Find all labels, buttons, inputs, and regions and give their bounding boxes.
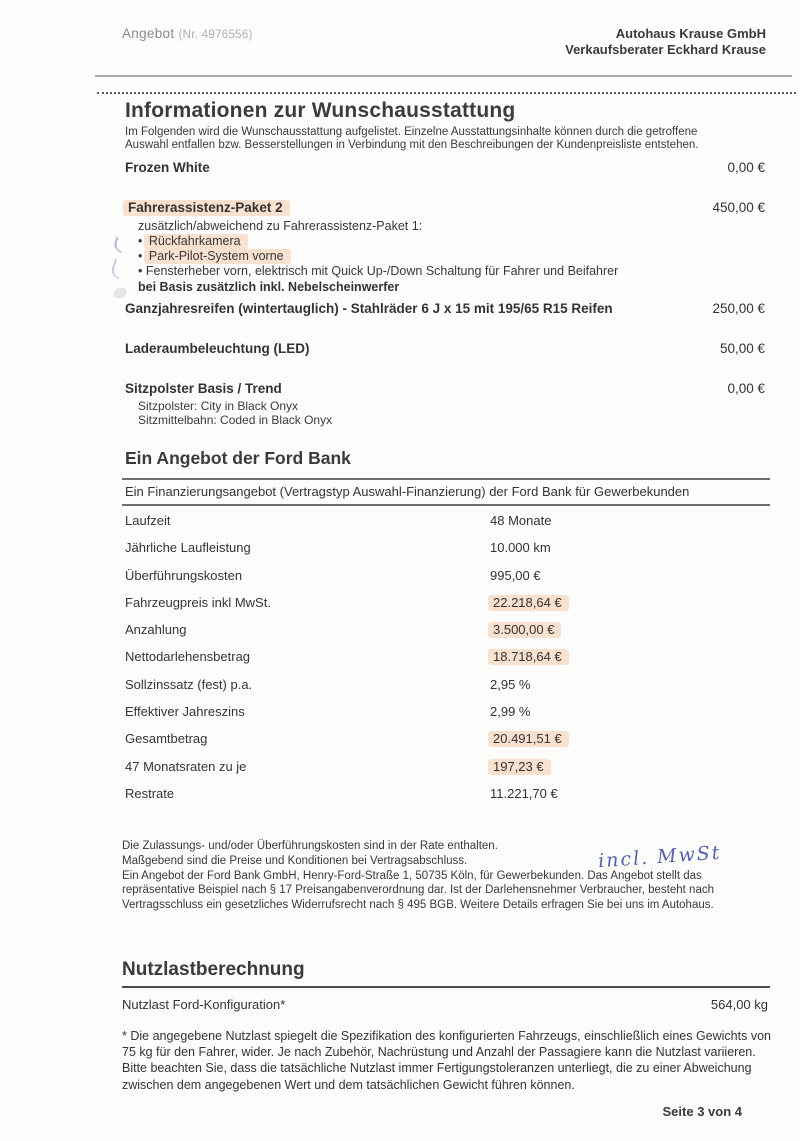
option-note: zusätzlich/abweichend zu Fahrerassistenz-Paket 1:: [138, 218, 423, 233]
page-indicator: Seite 3 von 4: [662, 1104, 742, 1119]
financing-footnote-line: Ein Angebot der Ford Bank GmbH, Henry-Ford-Straße 1, 50735 Köln, für Gewerbekunden. Das Angebot stellt das repräsentative Beispiel nach § 17 Preisangabenverordnung dar. Ist der Darlehensnehmer Verbraucher, besteht nach Vertragsschluss ein gesetzliches Widerrufsrecht nach § 495 BGB. Weitere Details erfragen Sie bei uns im Autohaus.: [122, 869, 714, 912]
financing-label: Effektiver Jahreszins: [125, 704, 245, 720]
table-row: [125, 786, 800, 813]
financing-label: Laufzeit: [125, 513, 171, 528]
table-row: [125, 704, 800, 731]
option-bullet-text: Rückfahrkamera: [146, 234, 246, 249]
option-name: Laderaumbeleuchtung (LED): [125, 341, 310, 357]
handwritten-note: incl. MwSt: [597, 841, 723, 873]
financing-table: [125, 513, 800, 813]
option-bullet: [138, 250, 800, 263]
financing-footnote-line: Maßgebend sind die Preise und Konditionen bei Vertragsabschluss.: [122, 854, 468, 867]
financing-label: Gesamtbetrag: [125, 731, 208, 747]
option-bullet: [138, 265, 800, 278]
financing-label: 47 Monatsraten zu je: [125, 758, 247, 774]
option-bullet: [138, 235, 800, 248]
payload-row: [122, 997, 768, 1012]
financing-value-highlighted: 197,23 €: [490, 759, 549, 775]
dealer-block: [565, 26, 766, 59]
financing-subtitle: Ein Finanzierungsangebot (Vertragstyp Auswahl-Finanzierung) der Ford Bank für Gewerbekunden: [122, 478, 770, 506]
table-row: [125, 540, 800, 567]
option-bold-note: bei Basis zusätzlich inkl. Nebelscheinwerfer: [138, 280, 400, 295]
payload-value: 564,00 kg: [710, 996, 768, 1012]
option-detail: Sitzmittelbahn: Coded in Black Onyx: [138, 412, 333, 427]
pen-scribble-mark: [109, 259, 124, 279]
option-price: 450,00 €: [712, 199, 765, 215]
financing-value: 11.221,70 €: [490, 785, 558, 801]
table-row: [125, 513, 800, 540]
option-row-laderaumbeleuchtung: [125, 341, 765, 356]
option-price: 250,00 €: [712, 301, 765, 317]
option-name: Fahrerassistenz-Paket 2: [125, 200, 288, 216]
table-row: [125, 759, 800, 786]
financing-value: 2,99 %: [490, 704, 531, 720]
financing-value-highlighted: 22.218,64 €: [490, 595, 567, 611]
option-name: Frozen White: [125, 159, 210, 175]
dealer-company-name: Autohaus Krause GmbH: [615, 26, 766, 41]
option-name: Sitzpolster Basis / Trend: [125, 381, 282, 397]
option-price: 50,00 €: [719, 341, 765, 357]
header-divider-line: [95, 75, 792, 77]
table-row: [125, 595, 800, 622]
options-section-title: Informationen zur Wunschausstattung: [125, 98, 516, 122]
payload-section-title: Nutzlastberechnung: [122, 959, 770, 988]
dotted-divider-line: [97, 92, 796, 94]
option-price: 0,00 €: [727, 159, 765, 175]
table-row: [125, 622, 800, 649]
financing-section-title: Ein Angebot der Ford Bank: [125, 448, 351, 468]
financing-value-highlighted: 3.500,00 €: [490, 622, 559, 638]
financing-value-highlighted: 20.491,51 €: [490, 731, 567, 747]
page-header: [0, 0, 800, 59]
option-row-assist-paket: [125, 200, 765, 215]
dealer-salesperson: Verkaufsberater Eckhard Krause: [565, 42, 766, 58]
options-section-intro: Im Folgenden wird die Wunschausstattung aufgelistet. Einzelne Ausstattungsinhalte können durch die getroffene Auswahl entfallen bzw. Besserstellungen in Verbindung mit den Beschreibungen der Kundenpreisliste entstehen.: [125, 125, 699, 152]
financing-value: 995,00 €: [490, 567, 541, 583]
table-row: [125, 677, 800, 704]
financing-value: 2,95 %: [490, 676, 531, 692]
financing-value: 48 Monate: [490, 513, 552, 528]
financing-label: Sollzinssatz (fest) p.a.: [125, 676, 253, 692]
financing-label: Restrate: [125, 785, 175, 801]
document-number: (Nr. 4976556): [178, 29, 253, 41]
document-title: [122, 26, 253, 41]
financing-value-highlighted: 18.718,64 €: [490, 649, 567, 665]
table-row: [125, 568, 800, 595]
option-row-ganzjahresreifen: [125, 301, 765, 316]
pen-scribble-mark: [112, 237, 126, 253]
option-row-frozen-white: [125, 160, 765, 175]
financing-footnote-line: Die Zulassungs- und/oder Überführungskosten sind in der Rate enthalten.: [122, 840, 498, 853]
option-row-sitzpolster: [125, 381, 765, 396]
scan-smudge-mark: [112, 286, 129, 300]
option-detail: Sitzpolster: City in Black Onyx: [138, 399, 299, 414]
financing-label: Fahrzeugpreis inkl MwSt.: [125, 594, 271, 610]
table-row: [125, 731, 800, 758]
document-type-label: Angebot: [122, 26, 175, 41]
option-bullet-text: Fensterheber vorn, elektrisch mit Quick Up-/Down Schaltung für Fahrer und Beifahrer: [145, 264, 619, 278]
payload-footnote: * Die angegebene Nutzlast spiegelt die Spezifikation des konfigurierten Fahrzeugs, einschließlich eines Gewichts von 75 kg für den Fahrer, wider. Je nach Zubehör, Nachrüstung und Anzahl der Passagiere kann die Nutzlast variieren. Bitte beachten Sie, dass die tatsächliche Nutzlast immer Fertigungstoleranzen unterliegt, die zu einer Abweichung zwischen dem angegebenen Wert und dem tatsächlichen Gewicht führen können.: [122, 1028, 771, 1092]
financing-value: 10.000 km: [490, 540, 551, 556]
option-bullet-text: Park-Pilot-System vorne: [146, 249, 289, 264]
option-name: Ganzjahresreifen (wintertauglich) - Stahlräder 6 J x 15 mit 195/65 R15 Reifen: [125, 301, 613, 317]
table-row: [125, 649, 800, 676]
option-price: 0,00 €: [727, 381, 765, 397]
financing-label: Anzahlung: [125, 622, 187, 638]
financing-label: Jährliche Laufleistung: [125, 540, 251, 556]
payload-label: Nutzlast Ford-Konfiguration*: [122, 996, 286, 1012]
financing-label: Überführungskosten: [125, 567, 243, 583]
financing-label: Nettodarlehensbetrag: [125, 649, 251, 665]
